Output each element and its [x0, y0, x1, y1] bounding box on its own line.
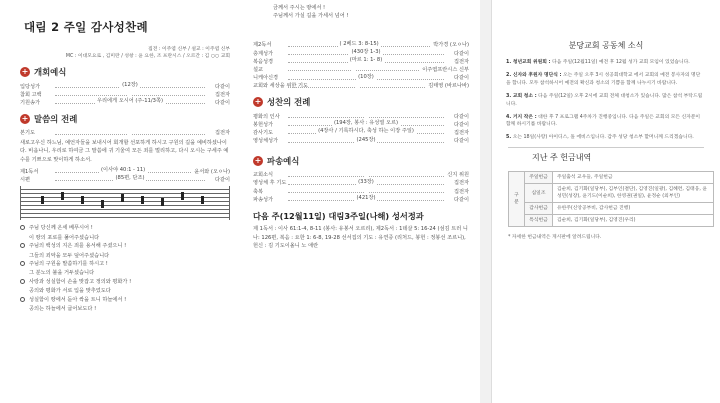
row-detail: [355, 82, 359, 88]
row-label: 기원송가: [20, 99, 41, 106]
row-performer: 다같이: [453, 113, 469, 120]
gift-donors: 김순희, 김기화(일당부), 김영진(우리): [553, 215, 714, 227]
response-text: 이 땅의 포로를 풀어주셨습니다: [29, 234, 100, 241]
row-label: 영성체 후 기도: [253, 180, 287, 187]
response-line: [20, 269, 230, 277]
row-performer: 다같이: [453, 196, 469, 203]
news-item-heading: 3. 교회 청소 :: [506, 93, 537, 99]
response-text: 주님의 백성의 지은 죄를 용서해 주셨으니 !: [29, 243, 127, 250]
row-performer: 다같이: [214, 83, 230, 90]
response-ring-icon: [20, 243, 25, 248]
news-item-heading: 1. 청년교회 위원회 :: [506, 60, 551, 65]
row-performer: 다같이: [453, 50, 469, 57]
gifts-title: 지난 주 헌금내역: [532, 153, 592, 163]
row-label: 니케아신경: [253, 75, 279, 82]
row-label: 교회소식: [253, 172, 274, 179]
row-leader: [288, 136, 444, 143]
row-performer: 다같이: [214, 176, 230, 183]
response-line: [20, 278, 230, 287]
response-ring-icon: [20, 225, 25, 230]
gift-kind: 특식헌금: [525, 215, 553, 227]
gifts-row: [509, 172, 714, 184]
gift-kind: 주일헌금: [525, 172, 553, 184]
cross-icon: +: [254, 155, 262, 165]
news-panel: [492, 0, 720, 403]
row-detail: (4장사 / 기록하시다, 축성 하는 이장 주일): [318, 128, 414, 135]
dismissal-rows: [253, 171, 469, 204]
row-detail: [364, 171, 368, 177]
row-label: 복음성경: [253, 58, 274, 65]
row-label: 평화의 인사: [253, 113, 280, 120]
credits-line: 집전 : 이주엽 신부 / 설교 : 이주엽 신부: [148, 47, 230, 52]
row-leader: [288, 73, 444, 80]
row-leader: [288, 197, 444, 201]
row-leader: [288, 51, 444, 55]
word-rows: [20, 129, 230, 137]
order-row: [253, 195, 469, 203]
order-row: [20, 175, 230, 183]
response-text: 그 분노의 불을 거두셨습니다: [29, 270, 95, 277]
cross-icon: +: [21, 113, 29, 123]
response-text: 주님 당신께 온세 베푸시어 !: [29, 225, 93, 232]
gifts-note: * 자세한 헌금내역은 게시판에 알려드립니다.: [508, 235, 602, 241]
row-performer: 다같이: [453, 75, 469, 82]
response-text: 공의와 평화가 서로 입을 맞추었도다: [29, 288, 111, 295]
acclamation-line: 금께서 주시는 땅에서 !: [273, 5, 326, 11]
response-line: [20, 260, 230, 269]
row-detail: [352, 65, 356, 71]
psalm-responses: [20, 224, 230, 313]
row-detail: (430장 1-3): [351, 49, 381, 56]
row-performer: 박가경 (오ㅇ나): [433, 42, 469, 49]
response-text: 주님의 구원을 말씀하기를 하시고 !: [29, 260, 108, 267]
row-performer: 집전자: [453, 180, 469, 187]
row-detail: [364, 112, 368, 118]
credits-line: MC : 이대모요로 , 김미란 / 성창 : 윤 요한, 조 프란시스 / 오르간 : 김 ○○ 교회: [65, 54, 230, 59]
gift-donors: 주일출석 교우들, 주일헌금: [553, 172, 714, 184]
row-detail: (10장): [358, 73, 374, 80]
gift-donors: 유한주(신앙공부비, 감사헌금 진행): [553, 203, 714, 215]
gift-donors: 김순희, 김기화(일당부), 김부인(결단), 김영진(일광), 김혜련, 김태웅, 윤성민(성장), 윤기도(이순희), 한영권(권일), 윤정순 (외부인): [553, 184, 714, 203]
collect-prayer: 새로고우신 하느님, 예언자들을 보내시어 회개할 선포하게 하시고 구원의 길을 예비하셨나이다. 비옵나니, 우리로 하여금 그 말씀에 귀 기울여 모든 죄를 멀리하고, 다시 오시는 구세주 예수를 기쁘으로 맞이하게 하소서.: [20, 139, 229, 163]
response-line: [20, 242, 230, 251]
row-label: 봉헌성가: [253, 121, 274, 128]
row-leader: [55, 92, 205, 96]
row-label: 교회와 세상을 위한 기도: [253, 83, 309, 90]
gifts-table: [508, 171, 714, 227]
row-leader: [288, 114, 444, 118]
section-heading: [253, 155, 469, 167]
row-performer: 이주엽프란시스 신부: [422, 66, 469, 73]
news-list: [492, 59, 720, 142]
order-row: [253, 57, 469, 65]
row-leader: [288, 59, 444, 63]
news-item-text: 오는 주일 오후 3시 성공회대학교 에서 교회의 예전 봉사자의 명단을 합니다. 모두 참석하시어 예전의 확신과 청소의 기쁨을 함께 나누시기 바랍니다.: [506, 72, 701, 86]
row-leader: [55, 177, 205, 181]
row-leader: [288, 122, 444, 126]
order-row: [253, 65, 469, 73]
sacrament-rows: [253, 112, 469, 145]
gifts-category-label: 구분: [509, 172, 525, 227]
section-title: 말씀의 전례: [34, 113, 78, 124]
open-rows: [20, 82, 230, 107]
row-performer: 다같이: [453, 138, 469, 145]
row-performer: 다같이: [453, 121, 469, 128]
news-item: [506, 72, 704, 88]
row-leader: [288, 173, 444, 177]
response-text: 그들의 죄악을 모두 덮어주셨습니다: [29, 252, 110, 259]
row-performer: 김태영 (바르나바): [428, 83, 469, 90]
cross-icon: +: [254, 96, 262, 106]
gospel-acclamation: [253, 4, 469, 21]
row-performer: 집전자: [453, 129, 469, 136]
row-leader: [55, 131, 205, 135]
row-label: 본기도: [20, 130, 36, 137]
section-title: 파송예식: [267, 155, 300, 166]
row-detail: ( 2베드 3: 8-15): [339, 40, 379, 47]
response-line: [20, 305, 230, 313]
response-ring-icon: [20, 279, 25, 284]
row-label: 영성체성가: [253, 138, 279, 145]
news-item-heading: 4. 거지 작은 :: [506, 114, 537, 120]
row-performer: 집전자: [453, 188, 469, 195]
order-row: [20, 129, 230, 137]
column-left: [0, 0, 238, 403]
next-week-title: 다음 주(12월11일) 대림3주일(나해) 성서정과: [253, 211, 424, 222]
response-ring-icon: [20, 261, 25, 266]
order-row: [253, 137, 469, 145]
order-row: [253, 179, 469, 187]
column-middle: [245, 0, 475, 403]
row-performer: 다같이: [214, 99, 230, 106]
gifts-row: [509, 203, 714, 215]
row-detail: (33장): [358, 178, 374, 185]
section-heading: [20, 113, 230, 125]
psalm-score: [20, 186, 230, 220]
news-item-heading: 2. 신자와 후원자 명단식 :: [506, 72, 562, 78]
row-label: 감사기도: [253, 129, 274, 136]
gift-kind: 십일조: [525, 184, 553, 203]
row-leader: [288, 84, 425, 88]
response-text: 공의는 하늘에서 굽어보도다 !: [29, 306, 97, 312]
news-item-heading: 5.: [506, 135, 512, 141]
response-line: [20, 234, 230, 242]
news-item-text: 다음 주일(12월11일) 예전 후 12월 성가 교회 모임이 있었습니다.: [552, 60, 690, 65]
row-performer: 집전자: [214, 91, 230, 98]
news-item: [506, 134, 704, 142]
section-title: 개회예식: [34, 67, 67, 77]
news-item-text: 다음 주일(12일) 오후 2시에 교회 전체 대청소가 있습니다. 많은 참석 부탁드립니다.: [506, 93, 703, 107]
row-detail: [128, 129, 132, 135]
order-row: [253, 74, 469, 82]
news-item: [506, 93, 704, 109]
order-row: [253, 82, 469, 90]
section-title: 성찬의 전례: [267, 96, 311, 107]
row-label: 설교: [253, 66, 264, 73]
row-performer: 집전자: [214, 130, 230, 137]
row-label: 파송성가: [253, 196, 274, 203]
order-row: [253, 171, 469, 179]
news-title: 분당교회 공동체 소식: [568, 41, 644, 50]
response-text: 사랑과 성실함이 손을 맞잡고 정의와 평화가 !: [29, 278, 132, 285]
row-detail: (85편, 단조): [115, 175, 145, 182]
row-leader: [55, 100, 205, 104]
order-row: [20, 98, 230, 106]
news-item-text: 오는 18일(사랑) 아이디스, 돌 에비스입니다. 감주 성당 청소부 할머니께 드리겠습니다.: [512, 135, 694, 141]
row-performer: 윤서와 (오ㅇ나): [194, 168, 230, 175]
row-leader: [288, 189, 444, 193]
section-heading: [253, 96, 469, 108]
row-leader: [288, 67, 419, 71]
row-performer: 신지 위원: [447, 172, 469, 179]
row-detail: (245장): [356, 136, 376, 143]
news-item: [506, 114, 704, 130]
row-label: 제1독서: [20, 168, 39, 175]
divider: [508, 147, 704, 148]
row-leader: [55, 169, 191, 173]
row-detail: 우리에게 오시어 (주-11/3쪽): [97, 98, 163, 105]
gifts-row: [509, 184, 714, 203]
row-leader: [288, 178, 444, 185]
row-detail: (이사야 40:1 - 11): [101, 167, 146, 174]
order-row: [253, 128, 469, 136]
row-leader: [55, 84, 205, 88]
row-performer: 집전자: [453, 58, 469, 65]
row-detail: (194장, 봉사 : 유성열 오르): [333, 120, 399, 127]
news-item: [506, 59, 704, 67]
section-heading: [20, 66, 230, 78]
cross-icon: +: [21, 67, 29, 76]
row-detail: (마르 1: 1- 8): [349, 57, 383, 64]
news-item-text: 대한 후 7 프로그램 4주차가 진행중입니다. 다음 주일은 교회의 모든 신자분이 함께 하시기를 바랍니다.: [506, 114, 701, 128]
row-label: 축복: [253, 188, 264, 195]
page-title: 대림 2 주일 감사성찬례: [24, 20, 148, 34]
row-detail: [364, 187, 368, 193]
row-detail: (421장): [356, 195, 376, 202]
response-text: 성실함이 땅에서 돋아 싹을 트니 하늘에서 !: [29, 296, 127, 303]
row-label: 입당성가: [20, 83, 41, 90]
order-row: [253, 112, 469, 120]
order-row: [20, 82, 230, 90]
gift-kind: 감사헌금: [525, 203, 553, 215]
row-detail: [128, 90, 132, 96]
next-week-readings: 제 1독서 : 이사 61:1-4, 8-11 (봉사: 유봉서 오르리), 제2독서 : 1데살 5: 16-24 (섬김 트러 니나: 126편, 복음 : 요한 1: 6-8, 19-28 선서집의 기도 : 유연증 (리처드, 봉헌 : 정봉선 조르니), 헌신 : 김 기도이올니 노 애란: [253, 226, 468, 250]
gifts-row: [509, 215, 714, 227]
acclamation-line: 주님께서 가실 길을 가세서 넘어 !: [273, 13, 349, 20]
row-label: 제2독서: [253, 42, 272, 49]
credits: [20, 46, 230, 60]
response-line: [20, 224, 230, 233]
response-ring-icon: [20, 297, 25, 302]
word-rows-cont: [253, 41, 469, 90]
order-row: [253, 49, 469, 57]
row-label: 시편: [20, 176, 31, 183]
row-label: 참회 고백: [20, 91, 42, 98]
row-label: 층계성가: [253, 50, 274, 57]
response-line: [20, 252, 230, 260]
order-row: [20, 167, 230, 175]
response-line: [20, 287, 230, 295]
row-leader: [288, 130, 444, 134]
row-detail: (12장): [122, 82, 138, 89]
response-line: [20, 296, 230, 305]
order-row: [253, 41, 469, 49]
row-leader: [288, 40, 430, 47]
reading-rows: [20, 167, 230, 183]
